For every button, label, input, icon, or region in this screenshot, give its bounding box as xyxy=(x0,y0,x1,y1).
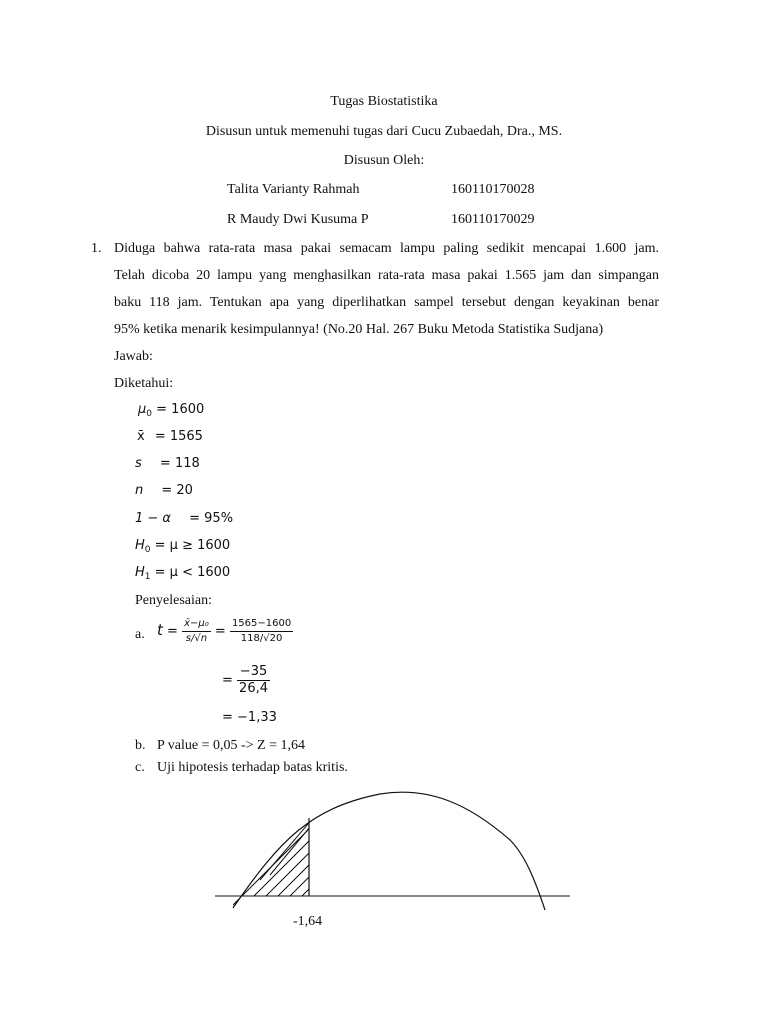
t-formula-denominator: s/√n xyxy=(185,633,208,644)
known-mu0 xyxy=(138,402,204,419)
known-alpha xyxy=(135,511,233,526)
t-formula-fraction xyxy=(182,617,211,646)
question-line-2: Telah dicoba 20 lampu yang menghasilkan rata-rata masa pakai 1.565 jam dan simpangan xyxy=(114,268,659,283)
known-h1-sub: 1 xyxy=(144,572,151,582)
authors-label: Disusun Oleh: xyxy=(343,153,425,168)
known-label: Diketahui: xyxy=(114,376,174,391)
step-b-text: P value = 0,05 -> Z = 1,64 xyxy=(157,738,305,753)
t-simplified-denominator: 26,4 xyxy=(239,681,268,696)
step-c-label: c. xyxy=(135,760,145,775)
step-c-text: Uji hipotesis terhadap batas kritis. xyxy=(157,760,348,775)
equals-1: = xyxy=(167,624,178,639)
known-h1-value: = μ < 1600 xyxy=(154,565,231,580)
t-simplified-numerator: −35 xyxy=(237,664,270,681)
t-substituted-denominator: 118/√20 xyxy=(240,633,283,644)
known-alpha-symbol: 1 − α xyxy=(135,511,171,526)
document-title: Tugas Biostatistika xyxy=(330,94,438,109)
critical-value-label: -1,64 xyxy=(293,914,323,929)
known-h0-symbol: H xyxy=(135,538,145,553)
known-mu0-value: = 1600 xyxy=(156,402,205,417)
author-id-1: 160110170028 xyxy=(451,182,535,197)
known-n-symbol: n xyxy=(135,483,144,498)
question-line-3: baku 118 jam. Tentukan apa yang diperlihatkan sampel tersebut dengan keyakinan benar xyxy=(114,295,659,310)
answer-label: Jawab: xyxy=(114,349,153,364)
t-formula-numerator: x̄−μ₀ xyxy=(182,617,211,632)
step-a-line-2 xyxy=(222,664,270,697)
rejection-region-hatch xyxy=(204,810,368,910)
document-subtitle: Disusun untuk memenuhi tugas dari Cucu Zubaedah, Dra., MS. xyxy=(205,124,563,139)
t-substituted-numerator: 1565−1600 xyxy=(230,617,293,632)
author-name-1: Talita Varianty Rahmah xyxy=(227,182,360,197)
known-mu0-symbol: μ xyxy=(138,402,147,417)
question-line-1: Diduga bahwa rata-rata masa pakai semacam lampu paling sedikit mencapai 1.600 jam. xyxy=(114,241,659,256)
t-result: = −1,33 xyxy=(222,710,277,725)
question-number: 1. xyxy=(91,241,102,256)
distribution-curve xyxy=(233,792,545,910)
equals-3: = xyxy=(222,673,233,688)
known-h0-value: = μ ≥ 1600 xyxy=(154,538,231,553)
known-s-symbol: s xyxy=(135,456,142,471)
t-substituted-fraction xyxy=(230,617,293,646)
step-b-label: b. xyxy=(135,738,146,753)
known-n xyxy=(135,483,193,498)
question-line-4: 95% ketika menarik kesimpulannya! (No.20 Hal. 267 Buku Metoda Statistika Sudjana) xyxy=(114,322,604,337)
critical-region-diagram xyxy=(200,780,580,920)
step-a-label: a. xyxy=(135,627,145,642)
known-mu0-sub: 0 xyxy=(146,409,153,419)
known-n-value: = 20 xyxy=(161,483,193,498)
known-xbar-symbol: x̄ xyxy=(137,429,145,444)
equals-2: = xyxy=(214,624,226,639)
author-id-2: 160110170029 xyxy=(451,212,535,227)
known-xbar xyxy=(137,429,203,444)
t-symbol: t xyxy=(157,621,163,639)
known-h1-symbol: H xyxy=(135,565,145,580)
known-alpha-value: = 95% xyxy=(189,511,234,526)
known-xbar-value: = 1565 xyxy=(154,429,203,444)
known-s-value: = 118 xyxy=(159,456,200,471)
step-a-equation xyxy=(157,617,293,646)
known-h1 xyxy=(135,565,230,582)
t-simplified-fraction xyxy=(237,664,270,697)
known-h0-sub: 0 xyxy=(144,545,151,555)
known-h0 xyxy=(135,538,230,555)
author-name-2: R Maudy Dwi Kusuma P xyxy=(227,212,369,227)
known-s xyxy=(135,456,200,471)
solution-label: Penyelesaian: xyxy=(135,593,212,608)
